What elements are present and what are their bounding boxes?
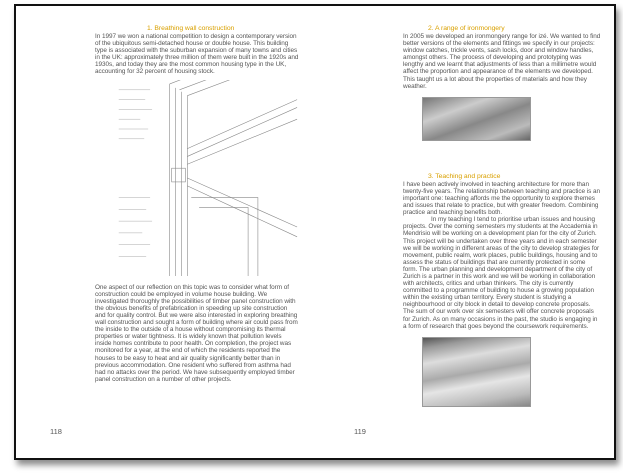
- book-spread: [14, 4, 616, 460]
- right-column: [403, 25, 601, 407]
- ironmongery-photo: [422, 97, 531, 141]
- section-3-paragraph-1: I have been actively involved in teaching architecture for more than twenty-five years. The relationship between teaching and practice is an important one: teaching affords me the opportunity to explore themes and issues that relate to practice, but with greater freedom. Combining practice and teaching benefits both.: [403, 180, 601, 217]
- section-1-intro: In 1997 we won a national competition to design a contemporary version of the ubiquitous semi-detached house or double house. This building type is associated with the suburban expansion of many towns and cities in the UK: approximately three million of them were built in the 1920s and 1930s, and today they are the most common housing type in the UK, accounting for 32 percent of housing stock.: [95, 33, 299, 76]
- section-2: [403, 25, 601, 90]
- section-3-heading: 3. Teaching and practice: [428, 172, 501, 180]
- section-2-heading: 2. A range of ironmongery: [428, 25, 505, 32]
- section-1-paragraph: One aspect of our reflection on this topic was to consider what form of construction could be employed in volume house building. We investigated thoroughly the possibilities of timber panel construction with the obvious benefits of prefabrication in speeding up site construction and for quality control. But we were also interested in exploring breathing wall construction and sought a form of building where air could pass from the inside to the outside of a house without compromising its thermal properties or water tightness. It is widely known that pollution levels inside homes contribute to poor health. On completion, the project was monitored for a year, at the end of which the residents reported the houses to be easy to heat and air quality significantly better than in previous accommodation. One resident who suffered from asthma had had no attacks over the period. We have subsequently employed timber panel construction on a number of other projects.: [95, 283, 298, 383]
- right-page: [316, 6, 614, 458]
- section-3: [403, 173, 601, 330]
- left-page: [16, 6, 316, 458]
- section-1-heading: 1. Breathing wall construction: [147, 25, 235, 32]
- section-3-paragraph-2: In my teaching I tend to prioritise urban issues and housing projects. Over the coming semesters my students at the Accademia in Mendrisio will be working on a development plan for the city of Zurich. This project will be undertaken over three years and in each semester we will be working in different areas of the city to develop strategies for movement, public realm, work places, public buildings, housing and to assess the status of buildings that are currently protected in some form. The urban planning and development department of the city of Zurich is a partner in this work and we will be working in collaboration with architects, critics and urban thinkers. The city is currently committed to a programme of building to house a growing population within the existing urban territory. Every student is studying a neighbourhood or city block in detail to develop concrete proposals. The sum of our work over six semesters will offer concrete proposals for Zurich. As on many occasions in the past, the studio is engaging in a form of research that goes beyond the coursework requirements.: [403, 216, 600, 330]
- page-number-left: 118: [50, 427, 62, 436]
- wall-section-drawing: [109, 80, 299, 276]
- section-1: [95, 25, 299, 383]
- page-number-right: 119: [354, 427, 366, 436]
- urban-model-photo: [422, 337, 531, 407]
- section-2-paragraph: In 2005 we developed an ironmongery range for izé. We wanted to find better versions of the elements and fittings we specify in our projects: window catches, trickle vents, sash locks, door and window handles, amongst others. The process of developing and prototyping was lengthy and we learnt that adjustments of less than a millimetre would affect the proportion and appearance of the elements we developed. This taught us a lot about the properties of materials and how they weather.: [403, 33, 601, 90]
